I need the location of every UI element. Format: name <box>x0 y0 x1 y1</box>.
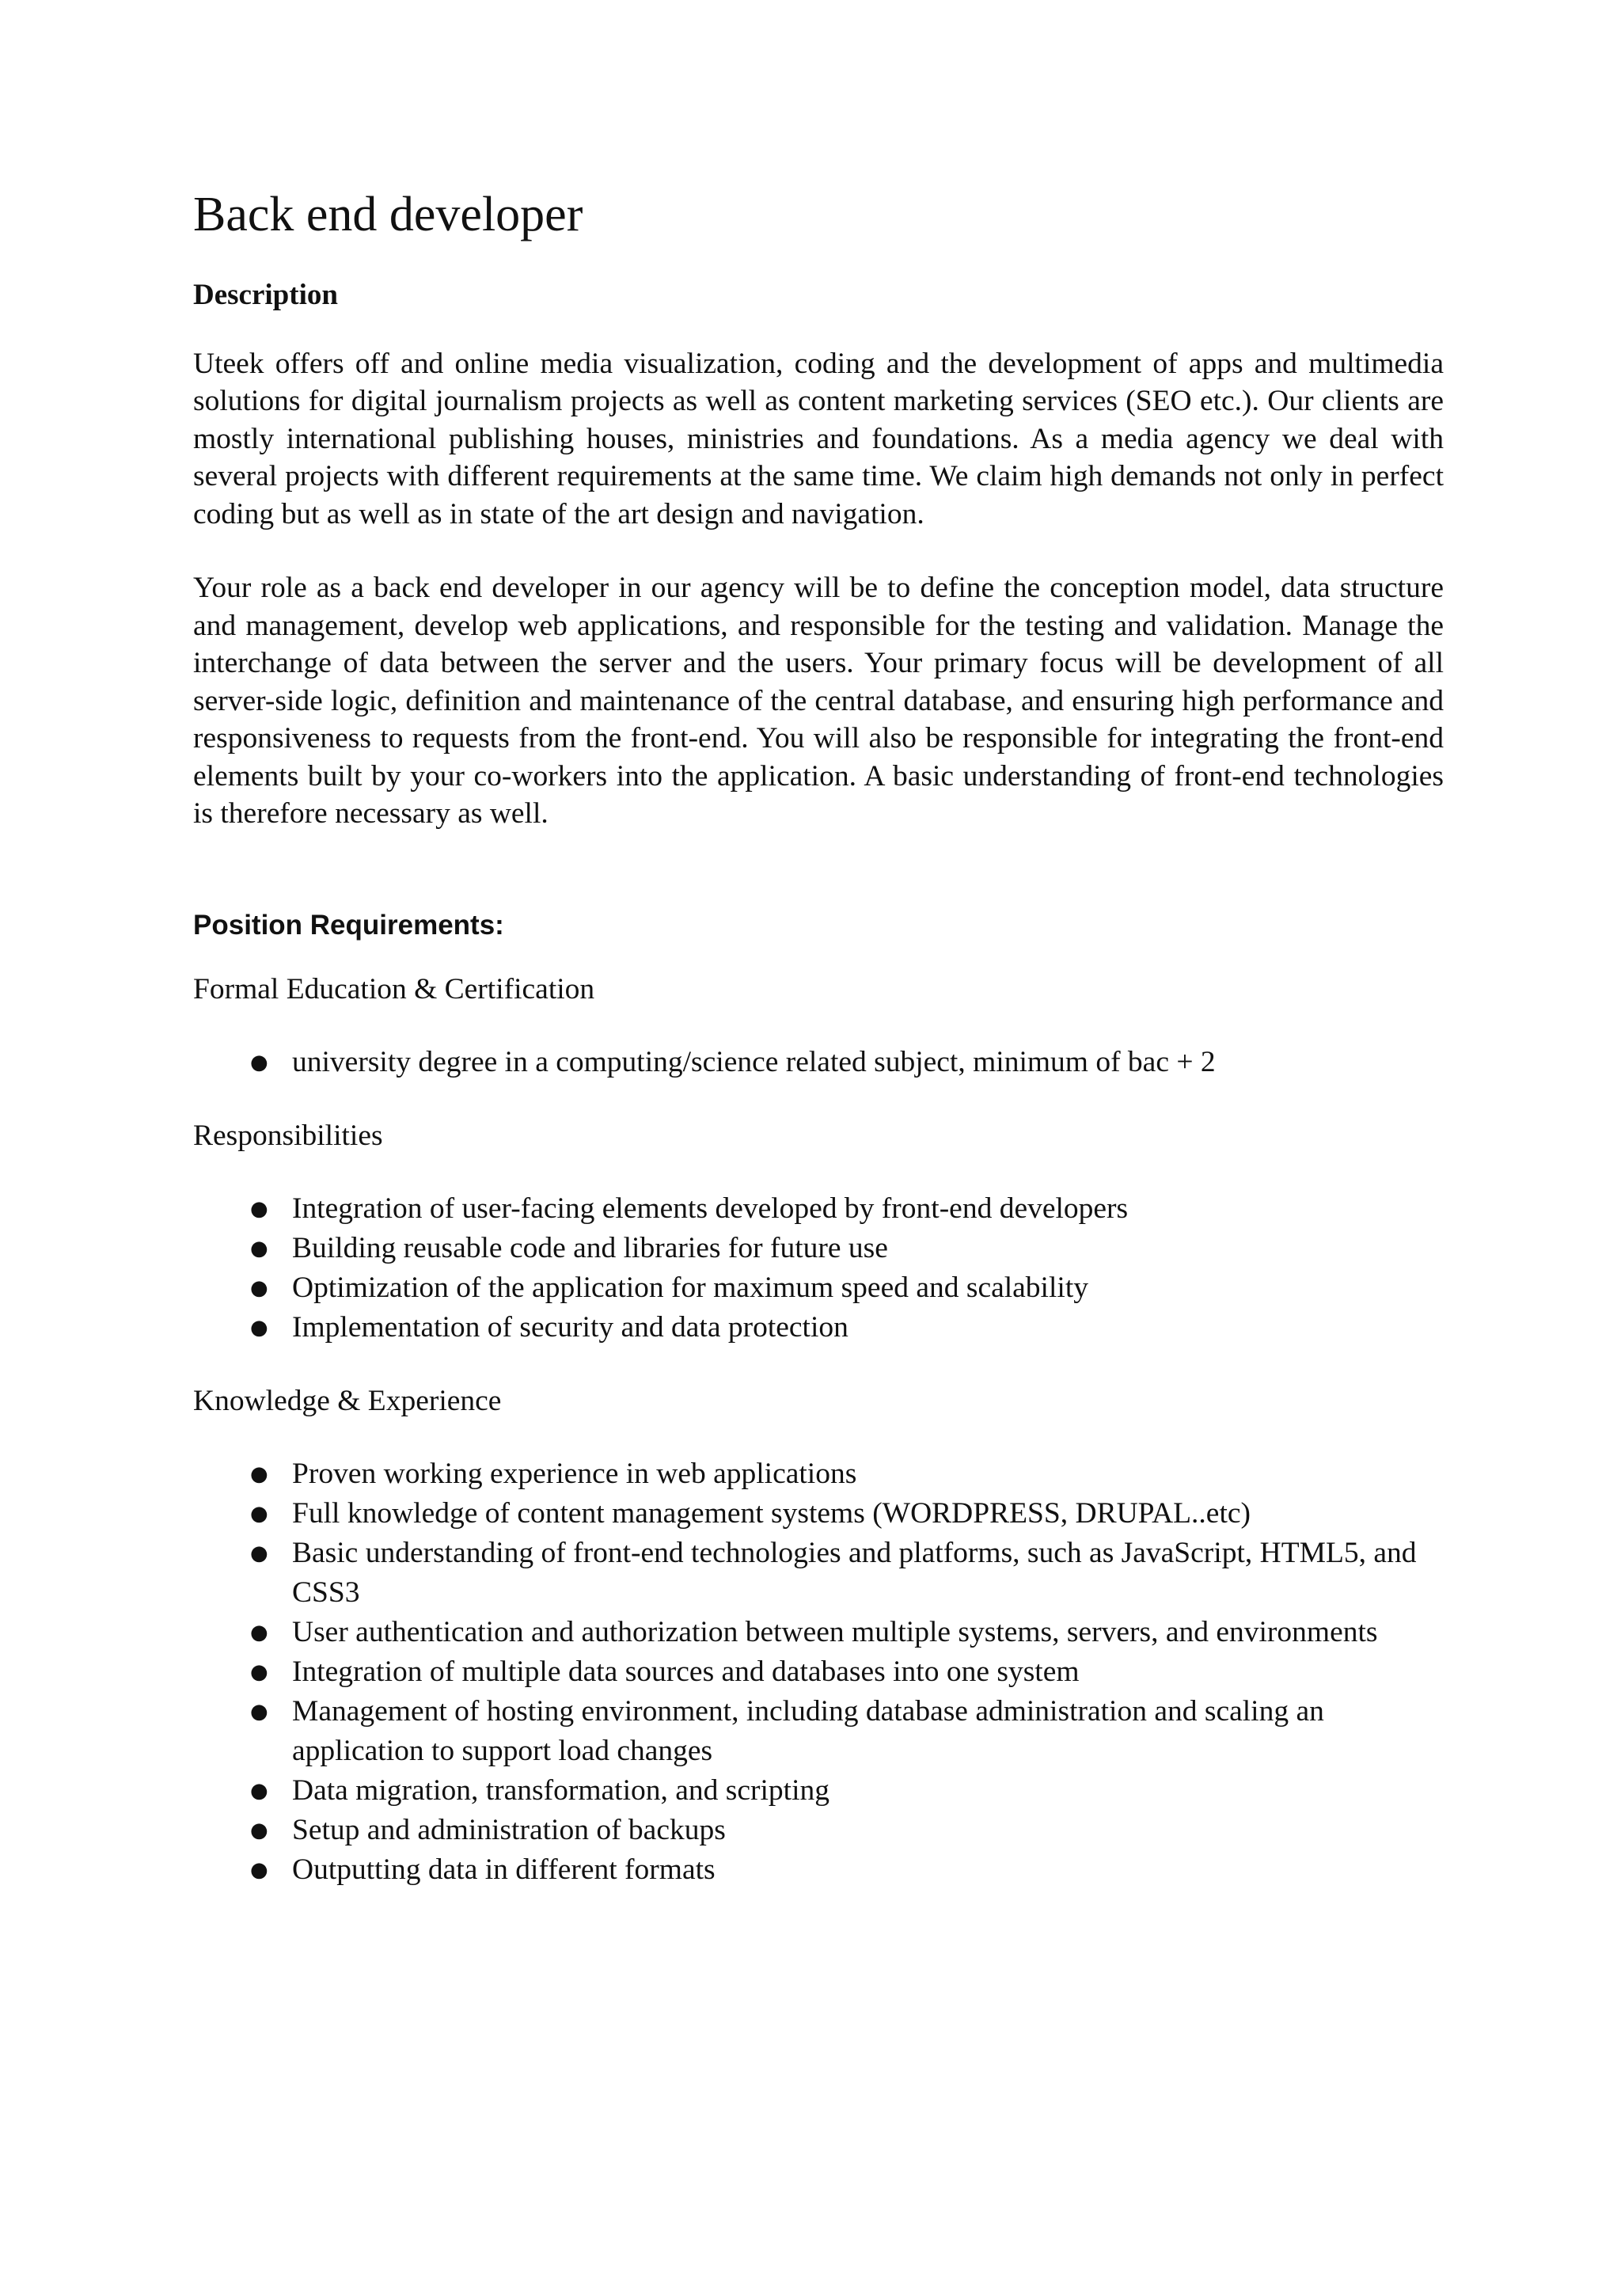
list-item-text: Outputting data in different formats <box>292 1853 716 1886</box>
list-item-text: Integration of multiple data sources and databases into one system <box>292 1655 1080 1688</box>
list-item-text: Building reusable code and libraries for future use <box>292 1231 888 1264</box>
responsibilities-heading: Responsibilities <box>193 1119 383 1152</box>
list-item <box>193 1692 1444 1771</box>
knowledge-heading: Knowledge & Experience <box>193 1384 502 1417</box>
list-item <box>193 1229 1444 1268</box>
list-item <box>193 1494 1444 1534</box>
bullet-dot-icon: ● <box>250 1462 268 1486</box>
list-item-text: university degree in a computing/science related subject, minimum of bac + 2 <box>292 1045 1216 1078</box>
list-item <box>193 1189 1444 1229</box>
bullet-dot-icon: ● <box>250 1778 268 1803</box>
bullet-dot-icon: ● <box>250 1275 268 1300</box>
description-paragraph-2: Your role as a back end developer in our agency will be to define the conception model, data structure and management, develop web applications, and responsible for the testing and validation. Manage the interchange of data between the server and the users. Your primary focus will be development of all server-side logic, definition and maintenance of the central database, and ensuring high performance and responsiveness to requests from the front-end. You will also be responsible for integrating the front-end elements built by your co-workers into the application. A basic understanding of front-end technologies is therefore necessary as well. <box>193 572 1444 831</box>
list-item <box>193 1652 1444 1692</box>
description-heading: Description <box>193 279 338 312</box>
bullet-dot-icon: ● <box>250 1236 268 1260</box>
list-item <box>193 1771 1444 1811</box>
bullet-dot-icon: ● <box>250 1699 268 1724</box>
list-item <box>193 1308 1444 1348</box>
bullet-dot-icon: ● <box>250 1620 268 1644</box>
list-item <box>193 1268 1444 1308</box>
bullet-dot-icon: ● <box>250 1315 268 1340</box>
list-item <box>193 1613 1444 1652</box>
list-item <box>193 1811 1444 1850</box>
list-item-text: Integration of user-facing elements developed by front-end developers <box>292 1192 1129 1225</box>
bullet-dot-icon: ● <box>250 1541 268 1565</box>
responsibilities-list <box>193 1189 1444 1348</box>
list-item-text: Optimization of the application for maximum speed and scalability <box>292 1271 1088 1304</box>
list-item-text: Basic understanding of front-end technologies and platforms, such as JavaScript, HTML5, and CSS3 <box>292 1536 1417 1609</box>
bullet-dot-icon: ● <box>250 1050 268 1074</box>
position-requirements-heading: Position Requirements: <box>193 909 504 941</box>
bullet-dot-icon: ● <box>250 1818 268 1842</box>
document-title: Back end developer <box>193 188 583 241</box>
description-paragraph-1: Uteek offers off and online media visualization, coding and the development of apps and multimedia solutions for digital journalism projects as well as content marketing services (SEO etc.). Our clients are mostly international publishing houses, ministries and foundations. As a media agency we deal with several projects with different requirements at the same time. We claim high demands not only in perfect coding but as well as in state of the art design and navigation. <box>193 347 1444 530</box>
list-item-text: Data migration, transformation, and scripting <box>292 1773 829 1807</box>
bullet-dot-icon: ● <box>250 1196 268 1221</box>
list-item-text: Setup and administration of backups <box>292 1813 726 1846</box>
bullet-dot-icon: ● <box>250 1659 268 1684</box>
list-item-text: Management of hosting environment, including database administration and scaling an application to support load changes <box>292 1694 1324 1767</box>
list-item <box>193 1534 1444 1613</box>
list-item-text: Implementation of security and data protection <box>292 1310 848 1344</box>
list-item-text: Proven working experience in web applications <box>292 1457 857 1490</box>
bullet-dot-icon: ● <box>250 1857 268 1882</box>
bullet-dot-icon: ● <box>250 1501 268 1526</box>
document-content <box>193 187 1444 1925</box>
list-item <box>193 1043 1444 1082</box>
list-item-text: User authentication and authorization between multiple systems, servers, and environments <box>292 1615 1378 1648</box>
list-item <box>193 1850 1444 1890</box>
list-item <box>193 1454 1444 1494</box>
education-list <box>193 1043 1444 1082</box>
list-item-text: Full knowledge of content management systems (WORDPRESS, DRUPAL..etc) <box>292 1496 1251 1530</box>
education-heading: Formal Education & Certification <box>193 972 595 1005</box>
knowledge-list <box>193 1454 1444 1890</box>
